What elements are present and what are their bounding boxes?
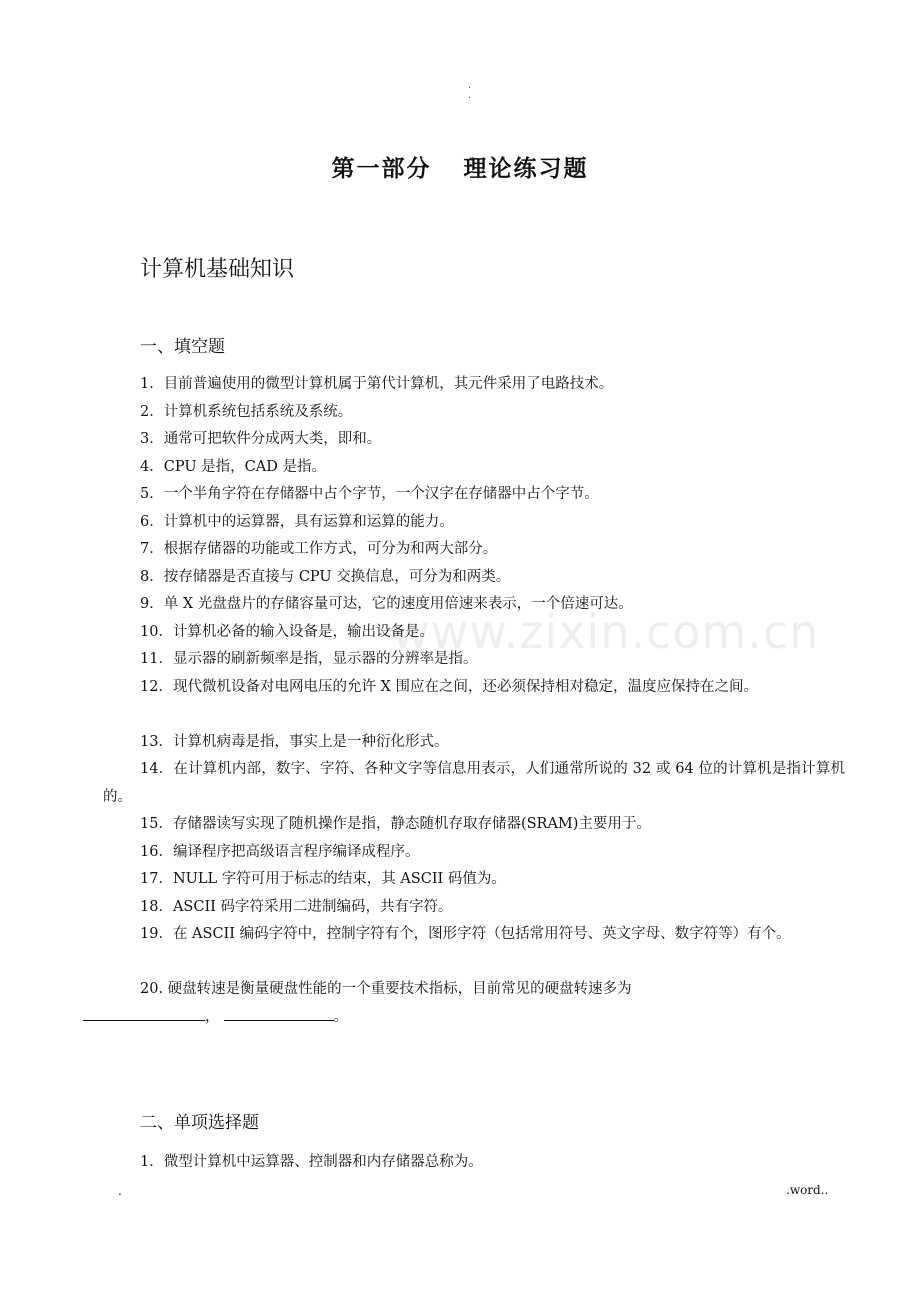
question-20	[103, 976, 845, 1031]
question-10: 10．计算机必备的输入设备是，输出设备是。	[140, 623, 434, 640]
question-13: 13．计算机病毒是指，事实上是一种衍化形式。	[140, 733, 449, 750]
title-name: 理论练习题	[463, 155, 589, 182]
subject-heading: 计算机基础知识	[140, 257, 295, 282]
footer-left: .	[118, 1184, 122, 1198]
question-17: 17．NULL 字符可用于标志的结束，其 ASCII 码值为。	[140, 871, 506, 887]
answer-blank	[83, 1019, 205, 1021]
footer-right: .word..	[786, 1183, 829, 1197]
question-3: 3．通常可把软件分成两大类，即和。	[140, 431, 382, 447]
question-20-sep: ，	[205, 1008, 220, 1025]
question-5: 5．一个半角字符在存储器中占个字节，一个汉字在存储器中占个字节。	[140, 486, 599, 502]
question-16: 16．编译程序把高级语言程序编译成程序。	[140, 843, 420, 860]
question-2: 2．计算机系统包括系统及系统。	[140, 403, 353, 420]
question-20-end: 。	[333, 1008, 348, 1025]
watermark-text: www.zixin.com.cn	[392, 605, 820, 659]
question-15: 15．存储器读写实现了随机操作是指，静态随机存取存储器(SRAM)主要用于。	[140, 816, 651, 832]
question-11: 11．显示器的刷新频率是指，显示器的分辨率是指。	[140, 651, 478, 667]
question-8: 8．按存储器是否直接与 CPU 交换信息，可分为和两类。	[140, 568, 511, 585]
question-18: 18．ASCII 码字符采用二进制编码，共有字符。	[140, 898, 453, 915]
question-20-text: 20. 硬盘转速是衡量硬盘性能的一个重要技术指标，目前常见的硬盘转速多为	[140, 981, 632, 997]
section-heading-fill: 一、填空题	[140, 337, 225, 357]
choice-question-1: 1．微型计算机中运算器、控制器和内存储器总称为。	[140, 1154, 483, 1170]
question-19: 19．在 ASCII 编码字符中，控制字符有个，图形字符（包括常用符号、英文字母、数字符等）有个。	[140, 926, 791, 942]
question-7: 7．根据存储器的功能或工作方式，可分为和两大部分。	[140, 541, 498, 557]
answer-blank	[224, 1019, 334, 1021]
question-14: 14．在计算机内部，数字、字符、各种文字等信息用表示，人们通常所说的 32 或 64 位的计算机是指计算机的。	[103, 761, 845, 805]
title-part: 第一部分	[331, 155, 432, 182]
page-title	[0, 150, 920, 183]
section-heading-choice: 二、单项选择题	[140, 1113, 259, 1133]
header-dots: · ·	[468, 83, 472, 104]
question-4: 4．CPU 是指，CAD 是指。	[140, 458, 326, 475]
question-1: 1．目前普遍使用的微型计算机属于第代计算机，其元件采用了电路技术。	[140, 376, 614, 392]
question-9: 9．单 X 光盘盘片的存储容量可达，它的速度用倍速来表示，一个倍速可达。	[140, 596, 633, 612]
question-6: 6．计算机中的运算器，具有运算和运算的能力。	[140, 513, 454, 530]
question-12: 12．现代微机设备对电网电压的允许 X 围应在之间，还必须保持相对稳定，温度应保持在之间。	[140, 678, 758, 695]
